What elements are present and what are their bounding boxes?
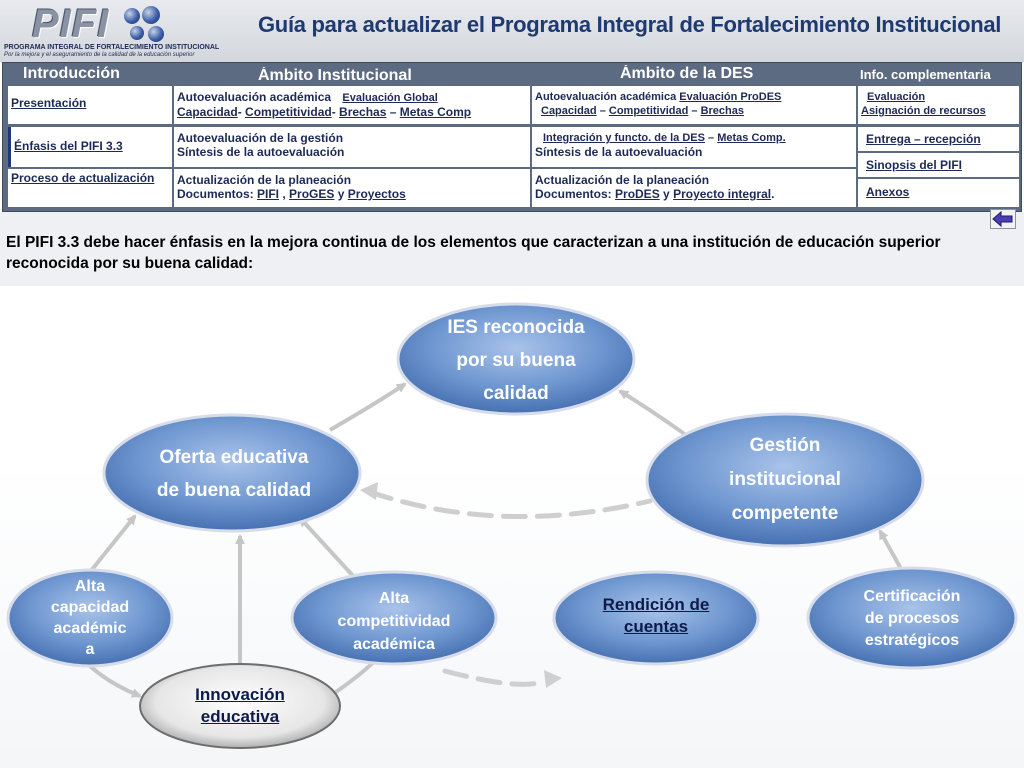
link-inst-capacidad[interactable]: Capacidad xyxy=(177,105,238,119)
link-presentacion[interactable]: Presentación xyxy=(11,96,87,110)
des-y-label: y xyxy=(663,187,670,201)
ies-line1: IES reconocida xyxy=(447,316,585,338)
arrow-capacidad-to-oferta xyxy=(90,516,135,572)
competitividad-line3: académica xyxy=(353,635,435,653)
navigation-table xyxy=(2,62,1022,212)
link-des-capacidad[interactable]: Capacidad xyxy=(541,105,597,117)
gestion-line1: Gestión xyxy=(749,435,821,456)
link-sinopsis[interactable]: Sinopsis del PIFI xyxy=(866,158,963,172)
inst-gestion-label[interactable]: Autoevaluación de la gestión xyxy=(177,131,344,145)
des-planeacion-label[interactable]: Actualización de la planeación xyxy=(535,173,710,187)
link-evaluacion[interactable]: Evaluación xyxy=(867,91,926,103)
link-proyectos[interactable]: Proyectos xyxy=(347,187,406,201)
certificacion-line1: Certificación xyxy=(863,588,961,605)
competitividad-line2: competitividad xyxy=(337,612,451,630)
link-proges[interactable]: ProGES xyxy=(289,187,335,201)
logo-wordmark: PIFI xyxy=(32,2,110,46)
link-proceso[interactable]: Proceso de actualización xyxy=(11,171,155,185)
node-gestion xyxy=(680,429,890,531)
des-documentos-label: Documentos: xyxy=(535,187,612,201)
oferta-line1: Oferta educativa xyxy=(159,447,309,468)
innovacion-line2[interactable]: educativa xyxy=(200,707,280,726)
inst-documentos-label: Documentos: xyxy=(177,187,254,201)
link-asignacion-recursos[interactable]: Asignación de recursos xyxy=(861,105,986,117)
des-autoevaluacion-label: Autoevaluación académica xyxy=(535,91,677,103)
link-inst-metas[interactable]: Metas Comp xyxy=(399,105,472,119)
quality-diagram xyxy=(0,286,1024,768)
nav-des-integracion: Integración y functo. de la DES – Metas Comp. Síntesis de la autoevaluación xyxy=(532,127,856,167)
nav-inst-planeacion: Actualización de la planeación Documentos: PIFI , ProGES y Proyectos xyxy=(174,169,530,207)
ies-line3: calidad xyxy=(483,382,549,404)
header-ambito-institucional: Ámbito Institucional xyxy=(258,67,412,84)
rendicion-line1[interactable]: Rendición de xyxy=(602,595,710,614)
dashed-gestion-to-oferta xyxy=(370,492,650,517)
link-evaluacion-prodes[interactable]: Evaluación ProDES xyxy=(679,91,782,103)
arrow-capacidad-to-innovacion xyxy=(90,666,140,696)
nav-info-sinopsis[interactable] xyxy=(858,153,1019,177)
nav-des-autoevaluacion: Autoevaluación académica Evaluación ProDES Capacidad – Competitividad – Brechas xyxy=(532,86,856,124)
link-des-metas[interactable]: Metas Comp. xyxy=(717,132,786,144)
nav-info-evaluacion xyxy=(858,86,1019,124)
arrow-oferta-to-ies xyxy=(330,384,405,430)
innovacion-line1[interactable]: Innovación xyxy=(195,685,285,704)
node-ies xyxy=(420,312,612,408)
link-prodes[interactable]: ProDES xyxy=(615,187,660,201)
intro-paragraph: El PIFI 3.3 debe hacer énfasis en la mejora continua de los elementos que caracterizan a una institución de educación superior reconocida por su buena calidad: xyxy=(6,234,941,272)
node-rendicion[interactable] xyxy=(580,592,732,640)
link-pifi[interactable]: PIFI xyxy=(257,187,280,201)
nav-inst-gestion[interactable] xyxy=(174,127,530,167)
capacidad-line2: capacidad xyxy=(50,599,130,616)
link-entrega-recepcion[interactable]: Entrega – recepción xyxy=(866,132,981,146)
arrow-competitividad-to-oferta xyxy=(300,518,355,578)
link-proyecto-integral[interactable]: Proyecto integral xyxy=(673,187,772,201)
node-oferta xyxy=(118,438,350,510)
header-introduccion: Introducción xyxy=(23,65,120,82)
link-inst-competitividad[interactable]: Competitividad xyxy=(245,105,332,119)
des-sintesis-label[interactable]: Síntesis de la autoevaluación xyxy=(535,145,703,159)
node-capacidad xyxy=(30,574,150,662)
nav-info-entrega[interactable] xyxy=(858,127,1019,151)
capacidad-line3: académic xyxy=(53,620,127,637)
link-inst-brechas[interactable]: Brechas xyxy=(339,105,387,119)
nav-enfasis[interactable] xyxy=(8,127,172,167)
header-ambito-des: Ámbito de la DES xyxy=(620,65,754,82)
link-des-brechas[interactable]: Brechas xyxy=(700,105,744,117)
intro-section xyxy=(0,212,1024,286)
capacidad-line1: Alta xyxy=(74,578,106,595)
nav-info-anexos[interactable] xyxy=(858,179,1019,207)
back-arrow-icon[interactable] xyxy=(990,209,1016,229)
link-des-competitividad[interactable]: Competitividad xyxy=(608,105,689,117)
nav-des-planeacion: Actualización de la planeación Documentos: ProDES y Proyecto integral. xyxy=(532,169,856,207)
header-info-complementaria: Info. complementaria xyxy=(860,67,991,82)
logo-tagline: Por la mejora y el aseguramiento de la calidad de la educación superior xyxy=(4,52,195,58)
certificacion-line3: estratégicos xyxy=(864,632,960,649)
inst-planeacion-label[interactable]: Actualización de la planeación xyxy=(177,173,352,187)
page-title: Guía para actualizar el Programa Integral de Fortalecimiento Institucional xyxy=(258,12,1002,37)
node-certificacion xyxy=(836,584,988,654)
node-competitividad xyxy=(314,586,474,656)
link-integracion[interactable]: Integración y functo. de la DES xyxy=(543,132,705,144)
page-header xyxy=(0,0,1024,62)
nav-presentacion[interactable] xyxy=(8,86,172,124)
link-enfasis[interactable]: Énfasis del PIFI 3.3 xyxy=(14,139,123,153)
logo-dots-icon xyxy=(122,6,168,46)
link-anexos[interactable]: Anexos xyxy=(866,185,910,199)
pifi-logo xyxy=(4,2,220,58)
inst-sintesis-label[interactable]: Síntesis de la autoevaluación xyxy=(177,145,345,159)
nav-proceso[interactable] xyxy=(8,169,172,207)
ies-line2: por su buena xyxy=(456,349,576,371)
oferta-line2: de buena calidad xyxy=(156,480,312,501)
nav-inst-autoevaluacion: Autoevaluación académica Evaluación Global Capacidad- Competitividad- Brechas – Metas Comp xyxy=(174,86,530,124)
inst-autoevaluacion-label: Autoevaluación académica xyxy=(177,90,332,104)
logo-subtitle: PROGRAMA INTEGRAL DE FORTALECIMIENTO INSTITUCIONAL xyxy=(4,44,220,51)
inst-y-label: y xyxy=(337,187,345,201)
competitividad-line1: Alta xyxy=(378,589,410,607)
dashed-competitividad-to-rendicion xyxy=(445,671,545,684)
capacidad-line4: a xyxy=(85,641,95,658)
gestion-line3: competente xyxy=(731,503,839,524)
link-evaluacion-global[interactable]: Evaluación Global xyxy=(342,92,438,104)
certificacion-line2: de procesos xyxy=(864,610,960,627)
node-innovacion[interactable] xyxy=(170,682,310,730)
gestion-line2: institucional xyxy=(729,469,841,490)
rendicion-line2[interactable]: cuentas xyxy=(623,617,689,636)
